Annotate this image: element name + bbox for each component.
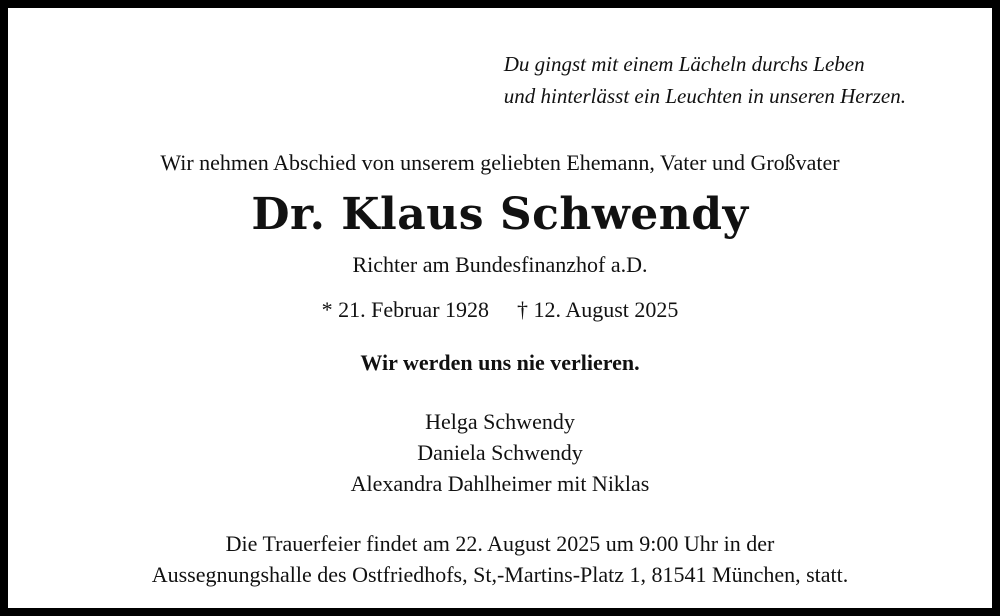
motto: Wir werden uns nie verlieren. — [360, 350, 640, 375]
verse-line-1: Du gingst mit einem Lächeln durchs Leben — [503, 52, 865, 76]
funeral-info — [8, 528, 992, 590]
birth-date: * 21. Februar 1928 — [321, 297, 490, 322]
mourner-name: Helga Schwendy — [425, 409, 575, 434]
mourners-list — [8, 406, 992, 499]
deceased-title: Richter am Bundesfinanzhof a.D. — [352, 252, 648, 277]
intro-text: Wir nehmen Abschied von unserem geliebten Ehemann, Vater und Großvater — [160, 150, 840, 175]
verse-line-2: und hinterlässt ein Leuchten in unseren Herzen. — [503, 84, 906, 108]
funeral-line-1: Die Trauerfeier findet am 22. August 2025 um 9:00 Uhr in der — [225, 531, 775, 556]
mourner-name: Alexandra Dahlheimer mit Niklas — [350, 471, 650, 496]
life-dates — [8, 295, 992, 325]
memorial-verse — [504, 48, 906, 112]
death-date: † 12. August 2025 — [517, 297, 679, 322]
mourner-name: Daniela Schwendy — [417, 440, 583, 465]
deceased-name: Dr. Klaus Schwendy — [251, 189, 749, 240]
funeral-line-2: Aussegnungshalle des Ostfriedhofs, St,-Martins-Platz 1, 81541 München, statt. — [151, 562, 849, 587]
